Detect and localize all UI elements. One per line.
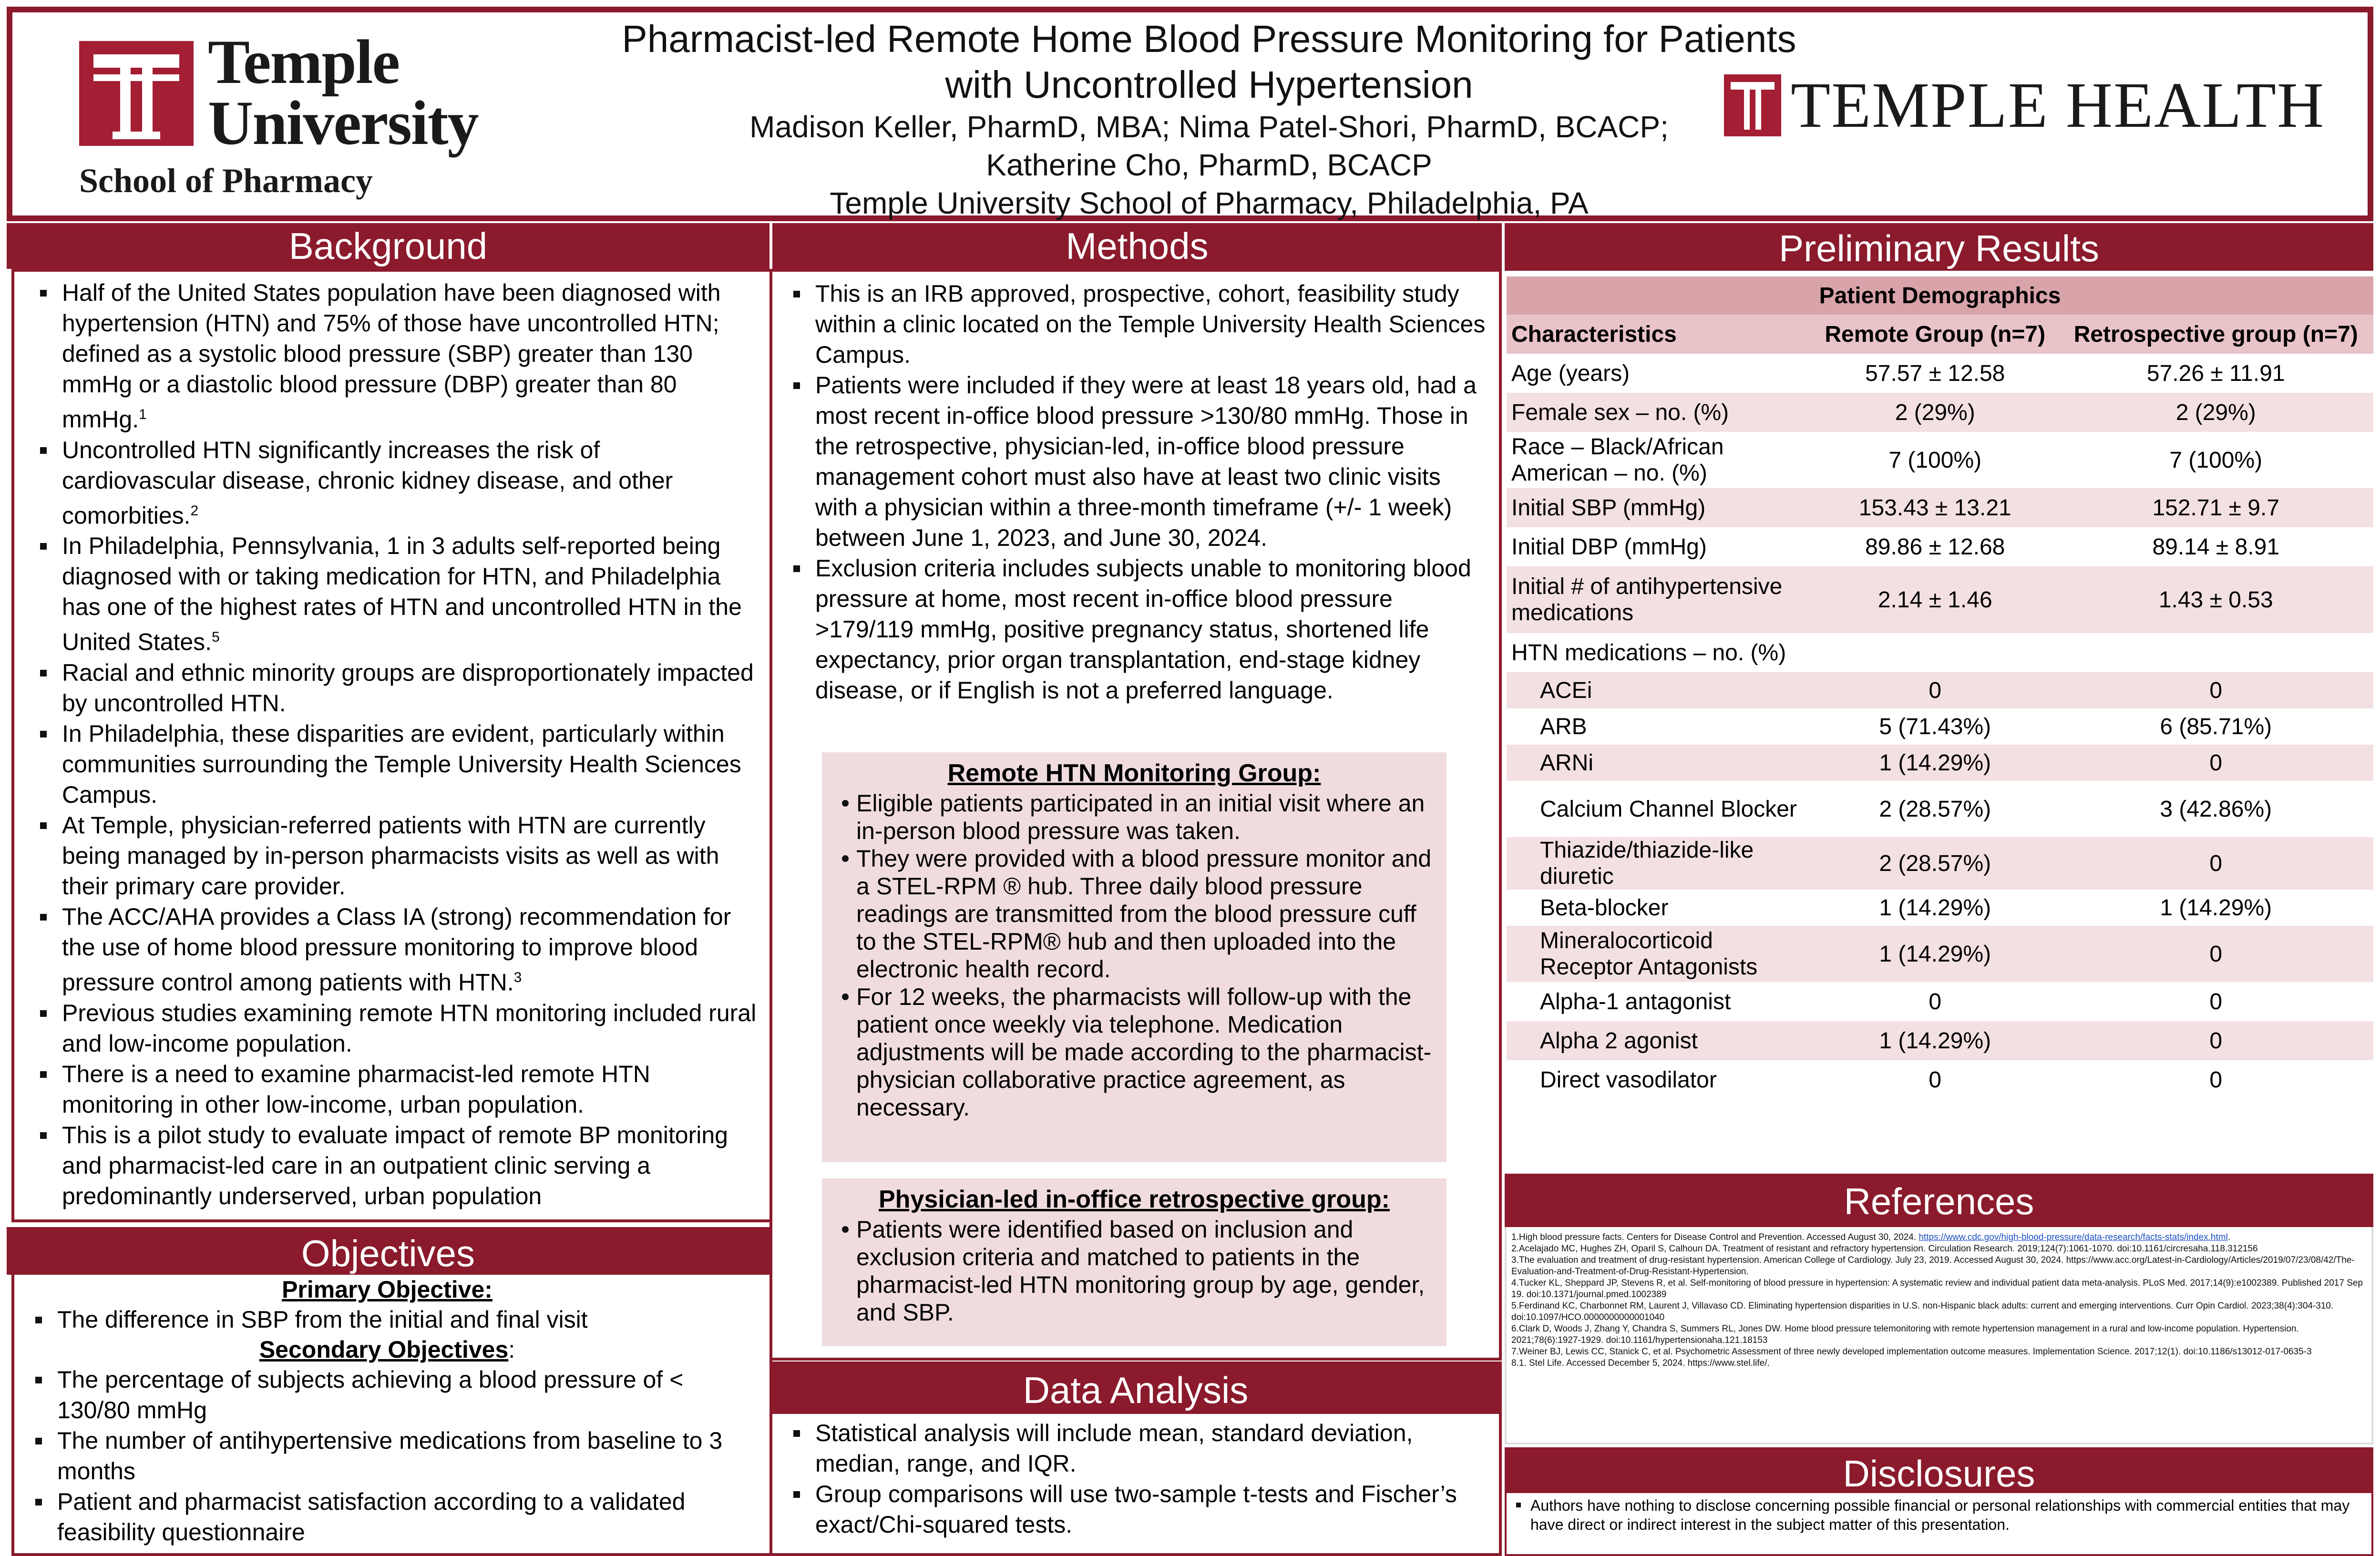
remote-group-value: 7 (100%)	[1812, 432, 2058, 488]
retrospective-group-value: 1.43 ± 0.53	[2058, 566, 2373, 633]
bullet-square-icon	[35, 1499, 42, 1505]
remote-group-value: 0	[1812, 672, 2058, 708]
row-label: Direct vasodilator	[1507, 1060, 1812, 1099]
disclosure-item	[1507, 1496, 2362, 1534]
methods-heading: Methods	[772, 223, 1502, 269]
table-header-row	[1507, 315, 2373, 354]
reference-text: 4.Tucker KL, Sheppard JP, Stevens R, et al. Self-monitoring of blood pressure in hypertension: A systematic review and individual patient data meta-analysis. PLoS Med. 2017;14(9):e1002389. Published 2017 Sep 19. doi:10.1371/journal.pmed.1002389	[1511, 1278, 2363, 1300]
methods-item	[772, 370, 1489, 553]
references-box	[1505, 1227, 2373, 1444]
list-item-text: Statistical analysis will include mean, standard deviation, median, range, and IQR.	[815, 1420, 1413, 1477]
remote-group-value: 1 (14.29%)	[1812, 1021, 2058, 1060]
results-heading: Preliminary Results	[1505, 223, 2373, 271]
row-label: ACEi	[1507, 672, 1812, 708]
background-item	[19, 1120, 760, 1211]
background-item	[19, 657, 760, 718]
primary-objective-label: Primary Objective:	[282, 1276, 492, 1303]
temple-university-logo	[70, 27, 508, 208]
table-row	[1507, 1021, 2373, 1060]
objectives-box	[11, 1275, 772, 1556]
list-item-text: The difference in SBP from the initial and final visit	[57, 1306, 588, 1333]
disclosures-box	[1505, 1493, 2373, 1556]
row-label: Alpha-1 antagonist	[1507, 982, 1812, 1021]
temple-health-logo	[1724, 70, 2344, 165]
reference-suffix: .	[2227, 1232, 2231, 1242]
remote-group-value: 57.57 ± 12.58	[1812, 354, 2058, 393]
citation-superscript: 5	[212, 629, 220, 645]
data-analysis-box	[769, 1414, 1502, 1556]
background-heading: Background	[7, 223, 769, 269]
row-label: Beta-blocker	[1507, 890, 1812, 926]
reference-link[interactable]: https://www.cdc.gov/high-blood-pressure/data-research/facts-stats/index.html	[1918, 1232, 2228, 1242]
reference-item	[1511, 1243, 2367, 1255]
bullet-square-icon	[1516, 1503, 1521, 1507]
retrospective-group-value: 0	[2058, 1060, 2373, 1099]
list-item-text: Racial and ethnic minority groups are disproportionately impacted by uncontrolled HTN.	[62, 659, 754, 717]
table-row	[1507, 890, 2373, 926]
retrospective-group-value: 7 (100%)	[2058, 432, 2373, 488]
remote-group-box	[822, 752, 1446, 1162]
row-label: Initial SBP (mmHg)	[1507, 488, 1812, 527]
bullet-square-icon	[35, 1377, 42, 1383]
secondary-objective-item	[14, 1425, 760, 1486]
list-item-text: Uncontrolled HTN significantly increases the risk of cardiovascular disease, chronic kidney disease, and other comorbities.	[62, 436, 673, 529]
row-label: ARB	[1507, 708, 1812, 745]
logo-school-name: School of Pharmacy	[79, 162, 373, 200]
reference-item	[1511, 1255, 2367, 1278]
bullet-dot-icon	[842, 993, 849, 1000]
secondary-objective-item	[14, 1364, 760, 1425]
background-item	[19, 718, 760, 810]
citation-superscript: 2	[190, 502, 199, 519]
list-item-text: In Philadelphia, Pennsylvania, 1 in 3 adults self-reported being diagnosed with or taking medication for HTN, and Philadelphia has one of the highest rates of HTN and uncontrolled HTN in the United States.	[62, 532, 742, 655]
remote-group-value: 0	[1812, 1060, 2058, 1099]
table-row	[1507, 566, 2373, 633]
remote-group-list	[836, 789, 1432, 1121]
background-item	[19, 1059, 760, 1120]
table-caption: Patient Demographics	[1507, 276, 2373, 315]
data-analysis-heading: Data Analysis	[769, 1362, 1502, 1414]
remote-group-value: 2 (29%)	[1812, 393, 2058, 432]
list-item-text: There is a need to examine pharmacist-led remote HTN monitoring in other low-income, urban population.	[62, 1060, 650, 1118]
methods-list	[772, 278, 1489, 706]
background-item	[19, 998, 760, 1059]
references-list	[1511, 1232, 2367, 1369]
list-item-text: Authors have nothing to disclose concerning possible financial or personal relationships with commercial entities that may have direct or indirect interest in the subject matter of this presentation.	[1530, 1497, 2350, 1533]
reference-item	[1511, 1323, 2367, 1346]
retrospective-group-value: 0	[2058, 672, 2373, 708]
primary-objective-list	[14, 1304, 760, 1335]
bullet-square-icon	[40, 1010, 47, 1017]
table-row	[1507, 393, 2373, 432]
poster-header	[7, 7, 2373, 221]
background-item	[19, 531, 760, 657]
secondary-objectives-title	[14, 1335, 760, 1364]
methods-item	[772, 278, 1489, 370]
physician-group-list	[836, 1216, 1432, 1326]
list-item-text: For 12 weeks, the pharmacists will follow-up with the patient once weekly via telephone. Medication adjustments will be made according to the pharmacist-physician collaborative practice agreement, as necessary.	[856, 983, 1432, 1121]
remote-group-value: 5 (71.43%)	[1812, 708, 2058, 745]
background-list	[19, 277, 760, 1211]
retrospective-group-value: 0	[2058, 1021, 2373, 1060]
row-label: Race – Black/African American – no. (%)	[1507, 432, 1812, 488]
remote-group-item	[836, 983, 1432, 1121]
table-row	[1507, 982, 2373, 1021]
background-item	[19, 810, 760, 901]
data-analysis-item	[772, 1418, 1489, 1479]
row-label: Thiazide/thiazide-like diuretic	[1507, 837, 1812, 890]
list-item-text: At Temple, physician-referred patients with HTN are currently being managed by in-person pharmacists visits as well as with their primary care provider.	[62, 811, 719, 900]
methods-item	[772, 553, 1489, 706]
affiliation: Temple University School of Pharmacy, Philadelphia, PA	[830, 186, 1589, 220]
row-label: Calcium Channel Blocker	[1507, 781, 1812, 837]
remote-group-heading: Remote HTN Monitoring Group:	[947, 759, 1321, 787]
title-block	[518, 16, 1900, 222]
bullet-dot-icon	[842, 855, 849, 862]
secondary-objectives-list	[14, 1364, 760, 1547]
remote-group-value: 2 (28.57%)	[1812, 781, 2058, 837]
physician-group-box	[822, 1178, 1446, 1346]
row-label: Mineralocorticoid Receptor Antagonists	[1507, 926, 1812, 982]
reference-item	[1511, 1358, 2367, 1369]
remote-group-value: 0	[1812, 982, 2058, 1021]
list-item-text: Patients were included if they were at least 18 years old, had a most recent in-office blood pressure >130/80 mmHg. Those in the retrospective, physician-led, in-office blood pressure management cohort must also have at least two clinic visits with a physician within a three-month timeframe (+/- 1 week) between June 1, 2023, and June 30, 2024.	[815, 372, 1477, 551]
table-row	[1507, 781, 2373, 837]
citation-superscript: 3	[513, 969, 522, 985]
remote-group-value: 1 (14.29%)	[1812, 745, 2058, 781]
logo-wordmark: Temple University	[208, 27, 478, 158]
background-box	[11, 269, 772, 1222]
list-item-text: In Philadelphia, these disparities are evident, particularly within communities surrounding the Temple University Health Sciences Campus.	[62, 720, 741, 808]
table-row	[1507, 708, 2373, 745]
temple-health-wordmark: TEMPLE HEALTH	[1791, 70, 2325, 141]
bullet-square-icon	[793, 565, 800, 572]
row-label: Alpha 2 agonist	[1507, 1021, 1812, 1060]
reference-text: 6.Clark D, Woods J, Zhang Y, Chandra S, Summers RL, Jones DW. Home blood pressure telemonitoring with remote hypertension management in a rural and low-income population. Hypertension. 2021;78(6):1927-1929. doi:10.1161/hypertensionaha.121.18153	[1511, 1324, 2299, 1345]
remote-group-value: 153.43 ± 13.21	[1812, 488, 2058, 527]
reference-item	[1511, 1346, 2367, 1358]
table-row	[1507, 432, 2373, 488]
list-item-text: The number of antihypertensive medications from baseline to 3 months	[57, 1427, 723, 1484]
remote-group-value: 2 (28.57%)	[1812, 837, 2058, 890]
remote-group-value: 1 (14.29%)	[1812, 890, 2058, 926]
reference-text: 7.Weiner BJ, Lewis CC, Stanick C, et al. Psychometric Assessment of three newly developed implementation outcome measures. Implementation Science. 2017;12(1). doi:10.1186/s13012-017-0635-3	[1511, 1347, 2312, 1357]
bullet-square-icon	[40, 543, 47, 550]
list-item-text: The percentage of subjects achieving a blood pressure of < 130/80 mmHg	[57, 1366, 684, 1423]
retrospective-group-value: 2 (29%)	[2058, 393, 2373, 432]
data-analysis-item	[772, 1479, 1489, 1540]
list-item-text: Exclusion criteria includes subjects unable to monitoring blood pressure at home, most recent in-office blood pressure >179/119 mmHg, positive pregnancy status, shortened life expectancy, prior organ transplantation, end-stage kidney disease, or if English is not a preferred language.	[815, 555, 1471, 704]
remote-group-value: 1 (14.29%)	[1812, 926, 2058, 982]
list-item-text: Patients were identified based on inclusion and exclusion criteria and matched to patients in the pharmacist-led HTN monitoring group by age, gender, and SBP.	[856, 1216, 1425, 1326]
row-label: ARNi	[1507, 745, 1812, 781]
table-caption-row	[1507, 276, 2373, 315]
list-item-text: Eligible patients participated in an initial visit where an in-person blood pressure was taken.	[856, 790, 1425, 844]
bullet-square-icon	[35, 1317, 42, 1323]
secondary-objective-item	[14, 1486, 760, 1547]
objectives-heading: Objectives	[7, 1227, 769, 1275]
bullet-square-icon	[793, 382, 800, 389]
table-row	[1507, 926, 2373, 982]
reference-text: 3.The evaluation and treatment of drug-resistant hypertension. American College of Cardiology. July 23, 2019. Accessed August 30, 2024. https://www.acc.org/Latest-in-Cardiology/Articles/2019/07/23/08/42/The-Evaluation-and-Treatment-of-Drug-Resistant-Hypertension.	[1511, 1255, 2355, 1277]
reference-item	[1511, 1300, 2367, 1323]
references-heading: References	[1505, 1174, 2373, 1227]
bullet-square-icon	[40, 670, 47, 676]
bullet-square-icon	[40, 290, 47, 297]
bullet-square-icon	[793, 1430, 800, 1437]
poster-title-line-2: with Uncontrolled Hypertension	[945, 63, 1473, 106]
table-row	[1507, 527, 2373, 566]
reference-text: 5.Ferdinand KC, Charbonnet RM, Laurent J, Villavaso CD. Eliminating hypertension disparities in U.S. non-Hispanic black adults: current and emerging interventions. Curr Opin Cardiol. 2023;38(4):304-310. doi:10.1097/HCO.0000000000001040	[1511, 1301, 2334, 1322]
patient-demographics-table	[1507, 276, 2373, 1099]
disclosures-heading: Disclosures	[1505, 1447, 2373, 1493]
citation-superscript: 1	[139, 407, 147, 422]
remote-group-value: 89.86 ± 12.68	[1812, 527, 2058, 566]
bullet-dot-icon	[842, 1226, 849, 1233]
bullet-square-icon	[40, 731, 47, 737]
table-row	[1507, 837, 2373, 890]
list-item-text: The ACC/AHA provides a Class IA (strong) recommendation for the use of home blood pressure monitoring to improve blood pressure control among patients with HTN.	[62, 903, 731, 996]
table-row	[1507, 745, 2373, 781]
list-item-text: Patient and pharmacist satisfaction according to a validated feasibility questionnaire	[57, 1488, 686, 1546]
list-item-text: Previous studies examining remote HTN monitoring included rural and low-income population.	[62, 999, 757, 1057]
retrospective-group-value: 0	[2058, 837, 2373, 890]
list-item-text: They were provided with a blood pressure monitor and a STEL-RPM ® hub. Three daily blood pressure readings are transmitted from the blood pressure cuff to the STEL-RPM® hub and then uploaded into the electronic health record.	[856, 845, 1432, 983]
table-row	[1507, 1060, 2373, 1099]
list-item-text: Half of the United States population have been diagnosed with hypertension (HTN) and 75% of those have uncontrolled HTN; defined as a systolic blood pressure (SBP) greater than 130 mmHg or a diastolic blood pressure (DBP) greater than 80 mmHg.	[62, 279, 721, 433]
reference-item	[1511, 1278, 2367, 1300]
physician-group-item	[836, 1216, 1432, 1326]
bullet-square-icon	[35, 1438, 42, 1444]
data-analysis-list	[772, 1418, 1489, 1540]
secondary-objectives-label: Secondary Objectives	[259, 1336, 509, 1363]
reference-text: 2.Acelajado MC, Hughes ZH, Oparil S, Calhoun DA. Treatment of resistant and refractory hypertension. Circulation Research. 2019;124(7):1061-1070. doi:10.1161/circresaha.118.312156	[1511, 1244, 2258, 1254]
bullet-dot-icon	[842, 800, 849, 807]
authors-line-1: Madison Keller, PharmD, MBA; Nima Patel-Shori, PharmD, BCACP;	[749, 110, 1669, 144]
bullet-square-icon	[40, 1071, 47, 1078]
remote-group-item	[836, 789, 1432, 845]
retrospective-group-value: 0	[2058, 926, 2373, 982]
primary-objective-item	[14, 1304, 760, 1335]
row-label: Female sex – no. (%)	[1507, 393, 1812, 432]
reference-item	[1511, 1232, 2367, 1243]
bullet-square-icon	[40, 447, 47, 454]
retrospective-group-value: 1 (14.29%)	[2058, 890, 2373, 926]
remote-group-item	[836, 845, 1432, 983]
reference-text: 1.High blood pressure facts. Centers for Disease Control and Prevention. Accessed August 30, 2024.	[1511, 1232, 1919, 1242]
bullet-square-icon	[40, 1132, 47, 1139]
list-item-text: This is a pilot study to evaluate impact of remote BP monitoring and pharmacist-led care in an outpatient clinic serving a predominantly underserved, urban population	[62, 1121, 728, 1209]
poster-title-line-1: Pharmacist-led Remote Home Blood Pressure Monitoring for Patients	[622, 18, 1796, 60]
table-row	[1507, 488, 2373, 527]
retrospective-group-value: 3 (42.86%)	[2058, 781, 2373, 837]
retrospective-group-value: 0	[2058, 745, 2373, 781]
background-item	[19, 435, 760, 531]
retrospective-group-value: 57.26 ± 11.91	[2058, 354, 2373, 393]
disclosures-list	[1507, 1496, 2362, 1534]
list-item-text: This is an IRB approved, prospective, cohort, feasibility study within a clinic located on the Temple University Health Sciences Campus.	[815, 280, 1486, 368]
temple-health-t-mark-icon	[1724, 74, 1781, 136]
table-row	[1507, 354, 2373, 393]
physician-group-heading: Physician-led in-office retrospective group:	[879, 1186, 1390, 1213]
row-label: Age (years)	[1507, 354, 1812, 393]
reference-text: 8.1. Stel Life. Accessed December 5, 2024. https://www.stel.life/.	[1511, 1358, 1770, 1368]
retrospective-group-value	[2058, 633, 2373, 672]
row-label: HTN medications – no. (%)	[1507, 633, 1812, 672]
row-label: Initial # of antihypertensive medications	[1507, 566, 1812, 633]
bullet-square-icon	[40, 914, 47, 921]
table-row	[1507, 672, 2373, 708]
column-header: Retrospective group (n=7)	[2058, 315, 2373, 354]
row-label: Initial DBP (mmHg)	[1507, 527, 1812, 566]
column-header: Remote Group (n=7)	[1812, 315, 2058, 354]
remote-group-value	[1812, 633, 2058, 672]
bullet-square-icon	[40, 822, 47, 829]
retrospective-group-value: 6 (85.71%)	[2058, 708, 2373, 745]
table-row	[1507, 633, 2373, 672]
background-item	[19, 901, 760, 998]
background-item	[19, 277, 760, 435]
retrospective-group-value: 152.71 ± 9.7	[2058, 488, 2373, 527]
column-header: Characteristics	[1507, 315, 1812, 354]
authors-line-2: Katherine Cho, PharmD, BCACP	[986, 148, 1432, 182]
bullet-square-icon	[793, 1491, 800, 1498]
bullet-square-icon	[793, 291, 800, 297]
secondary-colon: :	[508, 1336, 515, 1363]
list-item-text: Group comparisons will use two-sample t-tests and Fischer’s exact/Chi-squared tests.	[815, 1481, 1457, 1538]
retrospective-group-value: 89.14 ± 8.91	[2058, 527, 2373, 566]
temple-t-mark-icon	[79, 41, 194, 146]
remote-group-value: 2.14 ± 1.46	[1812, 566, 2058, 633]
retrospective-group-value: 0	[2058, 982, 2373, 1021]
